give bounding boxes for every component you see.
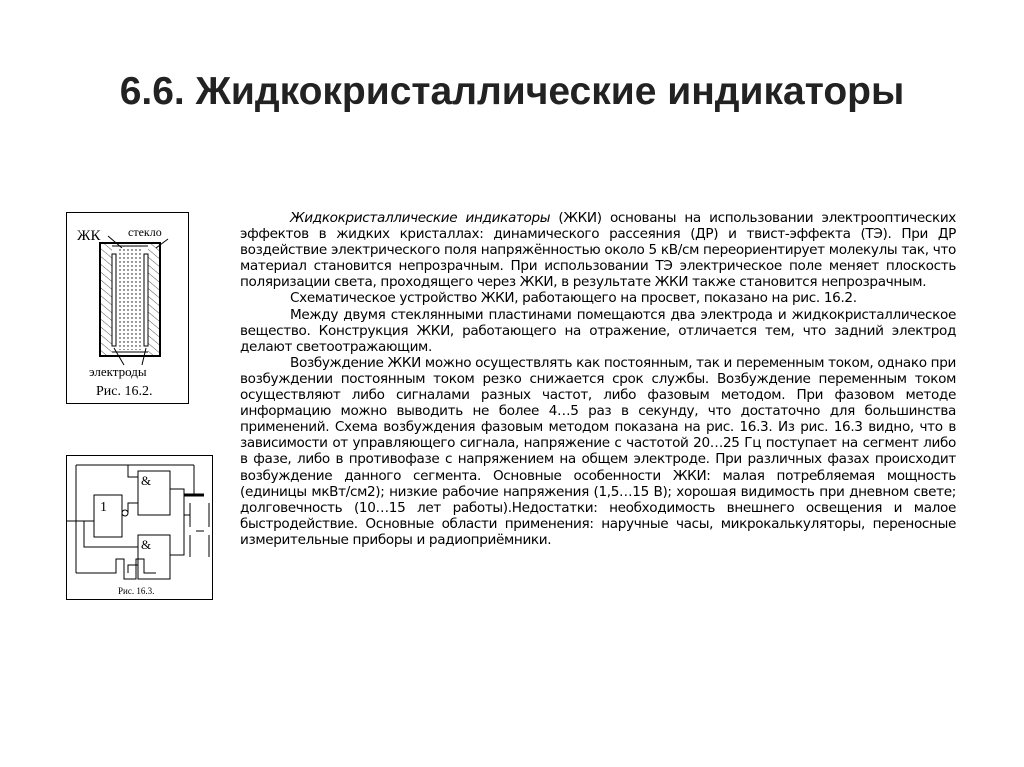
figure-phase-circuit: [66, 455, 214, 601]
paragraph: Возбуждение ЖКИ можно осуществлять как постоянным, так и переменным током, однако при возбуждении постоянным током резко снижается срок службы. Возбуждение переменным током осуществляют либо сигналами разных частот, либо фазовым методом. При фазовом методе информацию можно выводить не более 4…5 раз в секунду, что достаточно для большинства применений. Схема возбуждения фазовым методом показана на рис. 16.3. Из рис. 16.3 видно, что в зависимости от управляющего сигнала, напряжение с частотой 20…25 Гц поступает на сегмент либо в фазе, либо в противофазе с напряжением на общем электроде. При различных фазах происходит возбуждение данного сегмента. Основные особенности ЖКИ: малая потребляемая мощность (единицы мкВт/см2); низкие рабочие напряжения (1,5…15 В); хорошая видимость при дневном свете; долговечность (10…15 лет работы).Недостатки: необходимость внешнего освещения и малое быстродействие. Основные области применения: наручные часы, микрокалькуляторы, переносные измерительные приборы и радиоприёмники.: [240, 354, 956, 548]
body-text: [240, 210, 956, 548]
gate-not-label: 1: [100, 500, 107, 515]
slide-title: 6.6. Жидкокристаллические индикаторы: [119, 70, 905, 113]
figure-caption: Рис. 16.3.: [118, 586, 155, 596]
gate-and1-label: &: [141, 473, 152, 488]
label-lc: ЖК: [77, 228, 101, 244]
figure-lcd-structure: [66, 212, 190, 405]
paragraph: [240, 210, 956, 290]
paragraph: Схематическое устройство ЖКИ, работающего на просвет, показано на рис. 16.2.: [290, 290, 857, 307]
paragraph: Между двумя стеклянными пластинами помещаются два электрода и жидкокристаллическое вещество. Конструкция ЖКИ, работающего на отражение, отличается тем, что задний электрод делают светоотражающим.: [240, 306, 956, 355]
figure-caption: Рис. 16.2.: [96, 384, 153, 399]
term-italic: Жидкокристаллические индикаторы: [290, 210, 551, 226]
label-electrodes: электроды: [89, 364, 147, 379]
gate-and2-label: &: [141, 537, 152, 552]
label-glass: стекло: [128, 225, 162, 239]
paragraph-text: (ЖКИ) основаны на использовании электрооптических эффектов в жидких кристаллах: динамического рассеяния (ДР) и твист-эффекта (ТЭ). При ДР воздействие электрического поля напряжённостью около 5 кВ/см переориентирует молекулы так, что материал становится непрозрачным. При использовании ТЭ электрическое поле меняет плоскость поляризации света, проходящего через ЖКИ, в результате ЖКИ также становится непрозрачным.: [240, 210, 957, 291]
